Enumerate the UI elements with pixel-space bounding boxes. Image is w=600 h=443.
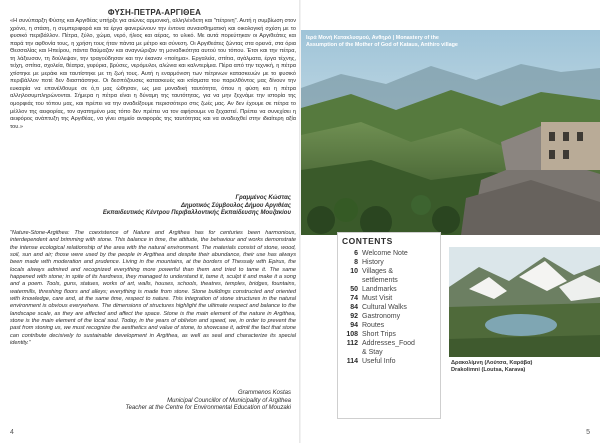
toc-item[interactable] [342,285,440,294]
toc-page [342,348,358,357]
greek-signature-role: Δημοτικός Σύμβουλος Δήμου Αργιθέας [181,202,291,209]
lake-photo [449,247,600,357]
toc-label: Short Trips [362,331,396,338]
toc-item[interactable] [342,294,440,303]
toc-label: settlements [362,277,398,284]
monastery-photo-caption: Ιερά Μονή Κατακλυσμού, Ανθηρό | Monastery of the Assumption of the Mother of God of Kataus, Anthiro village [306,35,458,48]
toc-label: History [362,259,384,266]
greek-signature [71,195,291,218]
contents-box [337,232,441,419]
greek-title: ΦΥΣΗ-ΠΕΤΡΑ-ΑΡΓΙΘΕΑ [107,8,202,17]
greek-signature-name: Γραμμένος Κώστας [235,195,291,201]
greek-signature-affiliation: Εκπαιδευτικός Κέντρου Περιβαλλοντικής Εκπαίδευσης Μουζακίου [102,210,291,217]
toc-page: 108 [346,331,358,338]
toc-page: 94 [350,322,358,329]
toc-label: Routes [362,322,385,329]
english-signature-affiliation: Teacher at the Centre for Environmental Education of Mouzaki [125,405,291,412]
english-signature-role: Municipal Councillor of Municipality of Argithea [167,397,291,404]
monastery-landscape-photo [301,30,600,235]
toc-page: 112 [346,340,358,347]
english-signature [71,390,291,413]
toc-page: 92 [350,313,358,320]
toc-label: Landmarks [362,286,397,293]
toc-label: Cultural Walks [362,304,407,311]
monastery-photo-illustration [301,30,600,235]
toc-label: Addresses_Food [362,340,415,347]
toc-label: Gastronomy [362,313,401,320]
toc-page: 10 [350,268,358,275]
toc-item[interactable] [342,330,440,339]
toc-label: Villages & [362,268,394,275]
toc-label: & Stay [362,349,383,356]
toc-label: Welcome Note [362,250,408,257]
toc-page: 8 [354,259,358,266]
toc-list [342,249,440,366]
toc-label: Must Visit [362,295,393,302]
english-signature-name: Grammenos Kostas [237,390,291,396]
page-number-right: 5 [586,429,590,436]
toc-item[interactable] [342,312,440,321]
toc-item[interactable] [342,303,440,312]
toc-item[interactable] [342,249,440,258]
lake-caption-greek: Δρακολίμνη (Λούτσα, Καράβα) [451,360,533,366]
toc-page: 74 [350,295,358,302]
left-page [0,0,299,443]
toc-page [342,276,358,285]
toc-page: 6 [354,250,358,257]
toc-item[interactable] [342,258,440,267]
toc-page: 84 [350,304,358,311]
english-body-text: “Nature-Stone-Argithea: The coexistence of Nature and Argithea has for centuries been harmonious, interdependent and brimming with stone. This balance in time, the attitude, the behaviour and works demonstrate the intense ecological relationship of the area with the natural environment. The materials consist of stone, wood, soil, sun and air; those were used by the people in Argithea and despite their abundance, their use has always been made with moderation and prudence. Living in the mountains, at the borders of Thessaly with Epirus, the locals always admired and recognized everything more powerful than them and tried to tame it. The same happened with stone; in spite of its hardness, they managed to understand it, tame it, sculpt it and make it a song and a poem. Tools, guns, statues, works of art, walls, houses, schools, theatres, temples, bridges, fountains, watermills, threshing floors and alleys; everything is made from stone. Stone buildings constructed and oriented with knowledge, care and, at the same time, respect to nature. This integration of stone structures in the natural environment is obvious everywhere. The dimensions of structures highlight the ultimate respect and balance to the landscape scale, as they are affected and affect the space. Stone is the main element of the nature in Argithea, stone is the main element of the local soul. Today, in the years of oblivion and speed, we, in order to prevent the past from stoning us, we must recognize the aesthetics and value of stone, to showcase it, admit the fact that stone can contribute decisively to sustainable development in Argithea, as well as seal and characterize its special identity.” [10,230,296,347]
toc-item[interactable] [342,267,440,276]
page-number-left: 4 [10,429,14,436]
toc-item-continued [342,276,440,285]
toc-item[interactable] [342,357,440,366]
contents-title: CONTENTS [342,236,393,246]
lake-photo-caption [451,360,599,374]
toc-item-continued [342,348,440,357]
toc-label: Useful Info [362,358,396,365]
lake-photo-illustration [449,247,600,357]
toc-page: 114 [346,358,358,365]
toc-page: 50 [350,286,358,293]
toc-item[interactable] [342,339,440,348]
greek-body-text: «Η συνύπαρξη Φύσης και Αργιθέας υπήρξε για αιώνες αρμονική, αλληλένδετη και "πέτρινη". Αυτή η συμβίωση στον χρόνο, η στάση, η συμπεριφορά και τα έργα φανερώνουν την έντονα συναισθηματική και οικολογική σχέση με το φυσικό περιβάλλον. Πέτρα, ξύλο, χώμα, νερό, ήλιος και αέρας, το υλικό. Με αυτά πορεύτηκαν οι Αργιθεάτες και παρά την αφθονία τους, η χρήση τους ήταν πάντα με μέτρο και σύνεση. Οι Αργιθεάτες ζώντας στα ορεινά, στα όρια Θεσσαλίας και Ηπείρου, πάντα θαύμαζαν και αναγνώριζαν τη μοναδικότητα αυτού του τόπου. Έτσι και την πέτρα, τη λάξευσαν, τη δούλεψαν, την τραγούδησαν και την έκαναν «ποίημα». Εργαλεία, σπίτια, αγάλματα, έργα τέχνης, τείχη, σπίτια, σχολεία, θέατρα, γεφύρια, βρύσες, νερόμυλοι, αλώνια και καλντερίμια. Πέρα από την τεχνική, η πέτρα χτίστηκε με μεράκι και ταυτίστηκε με τη ζωή τους. Αυτή η εναρμόνιση των πέτρινων κατασκευών με το φυσικό περιβάλλον ποτέ δεν διασπάστηκε. Οι δεσπόζουσες κατασκευές και κτίσματα του παρελθόντος μας δίνουν την ευκαιρία να επανέλθουμε σε ό,τι μας ώθησαν, ως μια μοναδική ταυτότητα, όπου η φύση και η πέτρα αλληλοσυμπληρώνονται. Σήμερα η πέτρα είναι η δύναμη της ταυτότητας, για να μην ξεχνάμε την ιστορία της ομορφιάς του τόπου μας, και πρέπει να την αναδείξουμε περισσότερο στις ζωές μας. Αν δεν έχουμε σε πέτρα το μέλλον της αειφορίας, τον αγαπημένο μας τόπο δεν πρέπει να τον αφήσουμε να ξεχαστεί. Πρέπει να συνεχίσει η αειφόρος ανάπτυξη της Αργιθέας, να γίνει σημείο αναφοράς της ταυτότητας και να αναδειχθεί στην ιδιαίτερη αξία του.» [10,18,296,130]
right-page [301,0,600,443]
lake-caption-english: Drakolimni (Loutsa, Karava) [451,367,526,373]
toc-item[interactable] [342,321,440,330]
